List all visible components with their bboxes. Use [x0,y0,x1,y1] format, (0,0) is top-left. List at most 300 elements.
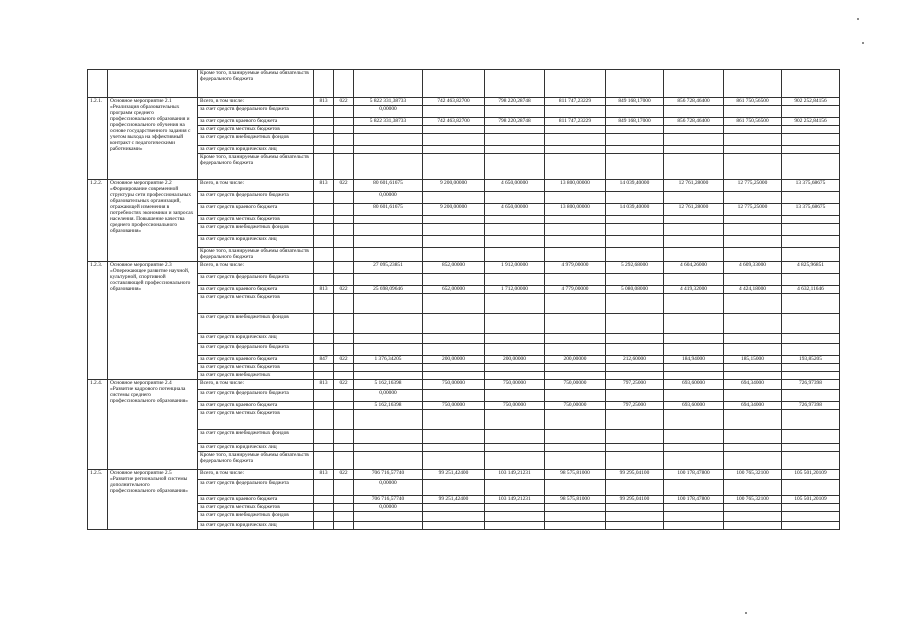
grbs-code [314,134,334,146]
amount-cell [545,364,606,372]
amount-cell [545,146,606,154]
amount-cell [724,154,782,180]
section-code [334,364,354,372]
amount-cell [664,522,724,530]
amount-cell [606,390,664,402]
amount-cell [664,504,724,512]
amount-cell [485,344,545,356]
table-row [88,154,840,180]
amount-cell [545,106,606,118]
amount-cell [423,410,485,430]
amount-cell [724,364,782,372]
amount-cell: 4 604,26000 [664,262,724,274]
amount-cell: 99 251,42400 [423,496,485,504]
grbs-code: 813 [314,180,334,192]
amount-cell [485,274,545,286]
amount-cell: 902 252,84156 [782,98,840,106]
grbs-code [314,154,334,180]
row-number: 1.2.5. [88,470,108,530]
funding-source: за счет средств юридических лиц [198,522,314,530]
amount-cell [545,452,606,470]
section-code [334,452,354,470]
amount-cell [606,334,664,344]
amount-cell: 27 095,23851 [354,262,423,274]
funding-source: за счет средств внебюджетных фондов [198,430,314,444]
amount-cell [423,216,485,224]
amount-cell: 694,34000 [724,380,782,390]
grbs-code [314,70,334,98]
amount-cell [354,444,423,452]
amount-cell [782,274,840,286]
table-row [88,480,840,496]
amount-cell [545,224,606,236]
amount-cell: 750,00000 [485,380,545,390]
amount-cell [485,248,545,262]
amount-cell: 694,34000 [724,402,782,410]
section-code: 022 [334,180,354,192]
grbs-code [314,522,334,530]
amount-cell [782,224,840,236]
amount-cell [664,294,724,314]
grbs-code [314,274,334,286]
amount-cell [545,192,606,204]
amount-cell [485,364,545,372]
table-row [88,204,840,216]
amount-cell [664,126,724,134]
funding-source: за счет средств местных бюджетов [198,126,314,134]
table-row [88,512,840,522]
amount-cell: 750,00000 [545,380,606,390]
grbs-code [314,410,334,430]
amount-cell: 4 419,32000 [664,286,724,294]
grbs-code [314,504,334,512]
amount-cell [485,504,545,512]
section-code [334,344,354,356]
table-row [88,522,840,530]
amount-cell [354,216,423,224]
amount-cell: 742 463,82700 [423,118,485,126]
funding-source: за счет средств внебюджетных фондов [198,134,314,146]
amount-cell [664,154,724,180]
section-code [334,480,354,496]
funding-source: за счет средств краевого бюджета [198,496,314,504]
amount-cell [545,126,606,134]
amount-cell [724,452,782,470]
table-row [88,274,840,286]
amount-cell: 99 295,04100 [606,496,664,504]
amount-cell [354,126,423,134]
grbs-code [314,248,334,262]
amount-cell [423,274,485,286]
amount-cell [782,522,840,530]
section-code [334,236,354,248]
amount-cell [485,372,545,380]
amount-cell [782,248,840,262]
amount-cell [354,430,423,444]
funding-source: Кроме того, планируемые объемы обязательств федерального бюджета [198,70,314,98]
amount-cell [354,364,423,372]
section-code [334,334,354,344]
section-code [334,248,354,262]
funding-source: за счет средств краевого бюджета [198,118,314,126]
amount-cell [782,216,840,224]
grbs-code [314,512,334,522]
amount-cell: 80 601,61675 [354,204,423,216]
amount-cell [664,236,724,248]
amount-cell: 0,00000 [354,390,423,402]
funding-source: за счет средств местных бюджетов [198,216,314,224]
amount-cell [664,106,724,118]
amount-cell [782,334,840,344]
amount-cell [545,410,606,430]
funding-source: Кроме того, планируемые объемы обязательств федерального бюджета [198,452,314,470]
amount-cell [782,146,840,154]
amount-cell: 14 039,40000 [606,204,664,216]
table-row [88,262,840,274]
amount-cell [782,70,840,98]
amount-cell [545,444,606,452]
section-code [334,192,354,204]
amount-cell [423,126,485,134]
grbs-code [314,402,334,410]
amount-cell [782,134,840,146]
amount-cell: 750,00000 [545,402,606,410]
activity-name: Основное мероприятие 2.2 «Формирование современной структуры сети профессиональных образовательных организаций, отражающей изменения в потребностях экономики и запросах населения. Повышение качества среднего профессионального образования» [108,180,198,262]
amount-cell [354,372,423,380]
section-code: 022 [334,286,354,294]
amount-cell [423,294,485,314]
amount-cell: 100 765,32100 [724,470,782,480]
funding-source: за счет средств местных бюджетов [198,410,314,430]
amount-cell [485,146,545,154]
funding-source: Всего, в том числе: [198,380,314,390]
amount-cell: 4 424,18000 [724,286,782,294]
amount-cell [664,314,724,334]
amount-cell: 193,85205 [782,356,840,364]
grbs-code: 847 [314,356,334,364]
amount-cell [423,146,485,154]
amount-cell [545,274,606,286]
amount-cell: 742 463,82700 [423,98,485,106]
table-row [88,134,840,146]
amount-cell [606,512,664,522]
amount-cell [423,430,485,444]
amount-cell [485,224,545,236]
amount-cell [782,106,840,118]
amount-cell: 693,60000 [664,402,724,410]
section-code [334,430,354,444]
amount-cell: 750,00000 [485,402,545,410]
funding-source: за счет средств местных бюджетов [198,294,314,314]
section-code [334,402,354,410]
amount-cell [782,504,840,512]
funding-source: за счет средств краевого бюджета [198,204,314,216]
amount-cell [545,522,606,530]
amount-cell [606,410,664,430]
amount-cell: 4 650,00000 [485,204,545,216]
table-row [88,402,840,410]
section-code [334,314,354,334]
table-row [88,126,840,134]
amount-cell: 100 765,32100 [724,496,782,504]
grbs-code [314,444,334,452]
scan-speck [862,42,864,44]
amount-cell [724,146,782,154]
amount-cell [724,70,782,98]
funding-source: за счет средств краевого бюджета [198,402,314,410]
amount-cell [606,314,664,334]
row-number: 1.2.4. [88,380,108,470]
amount-cell [485,294,545,314]
amount-cell [354,274,423,286]
section-code [334,410,354,430]
section-code [334,118,354,126]
amount-cell [423,504,485,512]
amount-cell: 1 912,00000 [485,262,545,274]
amount-cell [664,192,724,204]
amount-cell: 12 761,28000 [664,204,724,216]
amount-cell [354,134,423,146]
amount-cell [782,444,840,452]
section-code [334,372,354,380]
grbs-code: 813 [314,470,334,480]
grbs-code [314,390,334,402]
table-row [88,390,840,402]
funding-source: за счет средств федерального бюджета [198,344,314,356]
amount-cell [354,154,423,180]
amount-cell [485,154,545,180]
section-code [334,134,354,146]
grbs-code: 813 [314,380,334,390]
amount-cell [724,134,782,146]
amount-cell: 100 178,47800 [664,470,724,480]
amount-cell [423,106,485,118]
amount-cell [724,294,782,314]
amount-cell [606,216,664,224]
section-code: 022 [334,98,354,106]
amount-cell [782,390,840,402]
section-code [334,512,354,522]
amount-cell [664,248,724,262]
funding-source: за счет средств юридических лиц [198,444,314,452]
table-row [88,334,840,344]
table-row [88,224,840,236]
table-row [88,248,840,262]
amount-cell [782,126,840,134]
amount-cell: 99 251,42400 [423,470,485,480]
amount-cell [724,522,782,530]
amount-cell [782,192,840,204]
table-row [88,344,840,356]
amount-cell: 0,00000 [354,192,423,204]
section-code [334,106,354,118]
grbs-code [314,192,334,204]
amount-cell: 13 375,68675 [782,180,840,192]
amount-cell [423,522,485,530]
amount-cell [423,248,485,262]
amount-cell [423,314,485,334]
amount-cell [664,224,724,236]
grbs-code [314,372,334,380]
amount-cell [664,512,724,522]
amount-cell: 14 039,40000 [606,180,664,192]
amount-cell [724,126,782,134]
amount-cell: 726,97398 [782,380,840,390]
amount-cell: 849 168,17000 [606,98,664,106]
table-row [88,444,840,452]
amount-cell: 5 162,16398 [354,402,423,410]
amount-cell: 200,00000 [545,356,606,364]
amount-cell: 798 220,28748 [485,98,545,106]
amount-cell [664,274,724,286]
activity-name: Основное мероприятие 2.1 «Реализация образовательных программ среднего профессионального образования и профессионального обучения на основе государственного задания с учетом выхода на эффективный контракт с педагогическими работниками» [108,98,198,180]
amount-cell [485,334,545,344]
grbs-code [314,262,334,274]
amount-cell [724,334,782,344]
amount-cell [724,106,782,118]
amount-cell [606,126,664,134]
funding-source: Кроме того, планируемые объемы обязательств федерального бюджета [198,248,314,262]
scan-speck [745,612,747,614]
table-row [88,70,840,98]
amount-cell [423,512,485,522]
table-row [88,236,840,248]
amount-cell [423,344,485,356]
amount-cell: 4 650,00000 [485,180,545,192]
amount-cell [724,390,782,402]
amount-cell: 98 575,81000 [545,470,606,480]
amount-cell [354,294,423,314]
grbs-code [314,480,334,496]
amount-cell: 4 609,33000 [724,262,782,274]
amount-cell: 4 632,11646 [782,286,840,294]
funding-source: за счет средств краевого бюджета [198,286,314,294]
section-code [334,204,354,216]
section-code [334,504,354,512]
amount-cell [545,294,606,314]
funding-source: за счет средств федерального бюджета [198,274,314,286]
amount-cell [545,134,606,146]
amount-cell [724,314,782,334]
amount-cell [354,522,423,530]
amount-cell [545,390,606,402]
amount-cell [354,334,423,344]
amount-cell [724,224,782,236]
table-row [88,470,840,480]
budget-table [87,69,840,530]
amount-cell [485,522,545,530]
grbs-code [314,334,334,344]
amount-cell: 212,60000 [606,356,664,364]
amount-cell [724,248,782,262]
grbs-code [314,364,334,372]
amount-cell [664,216,724,224]
table-row [88,410,840,430]
funding-source: за счет средств внебюджетных фондов [198,314,314,334]
amount-cell: 100 178,47800 [664,496,724,504]
amount-cell [606,452,664,470]
amount-cell [423,444,485,452]
funding-source: за счет средств внебюджетных [198,372,314,380]
amount-cell [664,452,724,470]
section-code [334,146,354,154]
amount-cell [423,452,485,470]
amount-cell [724,192,782,204]
amount-cell [354,146,423,154]
amount-cell: 200,00000 [485,356,545,364]
amount-cell [485,216,545,224]
grbs-code [314,126,334,134]
amount-cell [782,364,840,372]
amount-cell: 798 220,28748 [485,118,545,126]
amount-cell: 750,00000 [423,402,485,410]
amount-cell: 4 825,96851 [782,262,840,274]
amount-cell [545,70,606,98]
funding-source: за счет средств местных бюджетов [198,364,314,372]
amount-cell [606,294,664,314]
amount-cell [724,216,782,224]
amount-cell [606,154,664,180]
amount-cell [485,106,545,118]
amount-cell [423,192,485,204]
amount-cell [354,248,423,262]
amount-cell [606,522,664,530]
amount-cell: 103 149,21231 [485,496,545,504]
amount-cell [545,344,606,356]
amount-cell [354,410,423,430]
amount-cell: 750,00000 [423,380,485,390]
section-code [334,126,354,134]
amount-cell: 13 800,00000 [545,204,606,216]
amount-cell [782,314,840,334]
amount-cell: 13 375,68675 [782,204,840,216]
table-row [88,106,840,118]
amount-cell: 5 080,08000 [606,286,664,294]
table-row [88,98,840,106]
amount-cell: 4 779,00000 [545,286,606,294]
amount-cell: 12 761,28000 [664,180,724,192]
grbs-code [314,294,334,314]
amount-cell [724,480,782,496]
amount-cell [423,134,485,146]
amount-cell [724,344,782,356]
amount-cell [423,372,485,380]
grbs-code [314,496,334,504]
amount-cell: 98 575,81000 [545,496,606,504]
grbs-code [314,216,334,224]
section-code [334,496,354,504]
amount-cell [423,236,485,248]
amount-cell [782,480,840,496]
amount-cell [782,512,840,522]
amount-cell [485,410,545,430]
funding-source: Кроме того, планируемые объемы обязательств федерального бюджета [198,154,314,180]
row-number: 1.2.2. [88,180,108,262]
funding-source: за счет средств внебюджетных фондов [198,224,314,236]
table-row [88,294,840,314]
amount-cell [545,504,606,512]
amount-cell: 797,25000 [606,402,664,410]
budget-table-body [88,70,840,530]
funding-source: за счет средств юридических лиц [198,334,314,344]
amount-cell: 185,15000 [724,356,782,364]
amount-cell [606,480,664,496]
funding-source: за счет средств федерального бюджета [198,480,314,496]
amount-cell: 811 747,23229 [545,118,606,126]
section-code [334,522,354,530]
amount-cell [606,224,664,236]
amount-cell [485,444,545,452]
